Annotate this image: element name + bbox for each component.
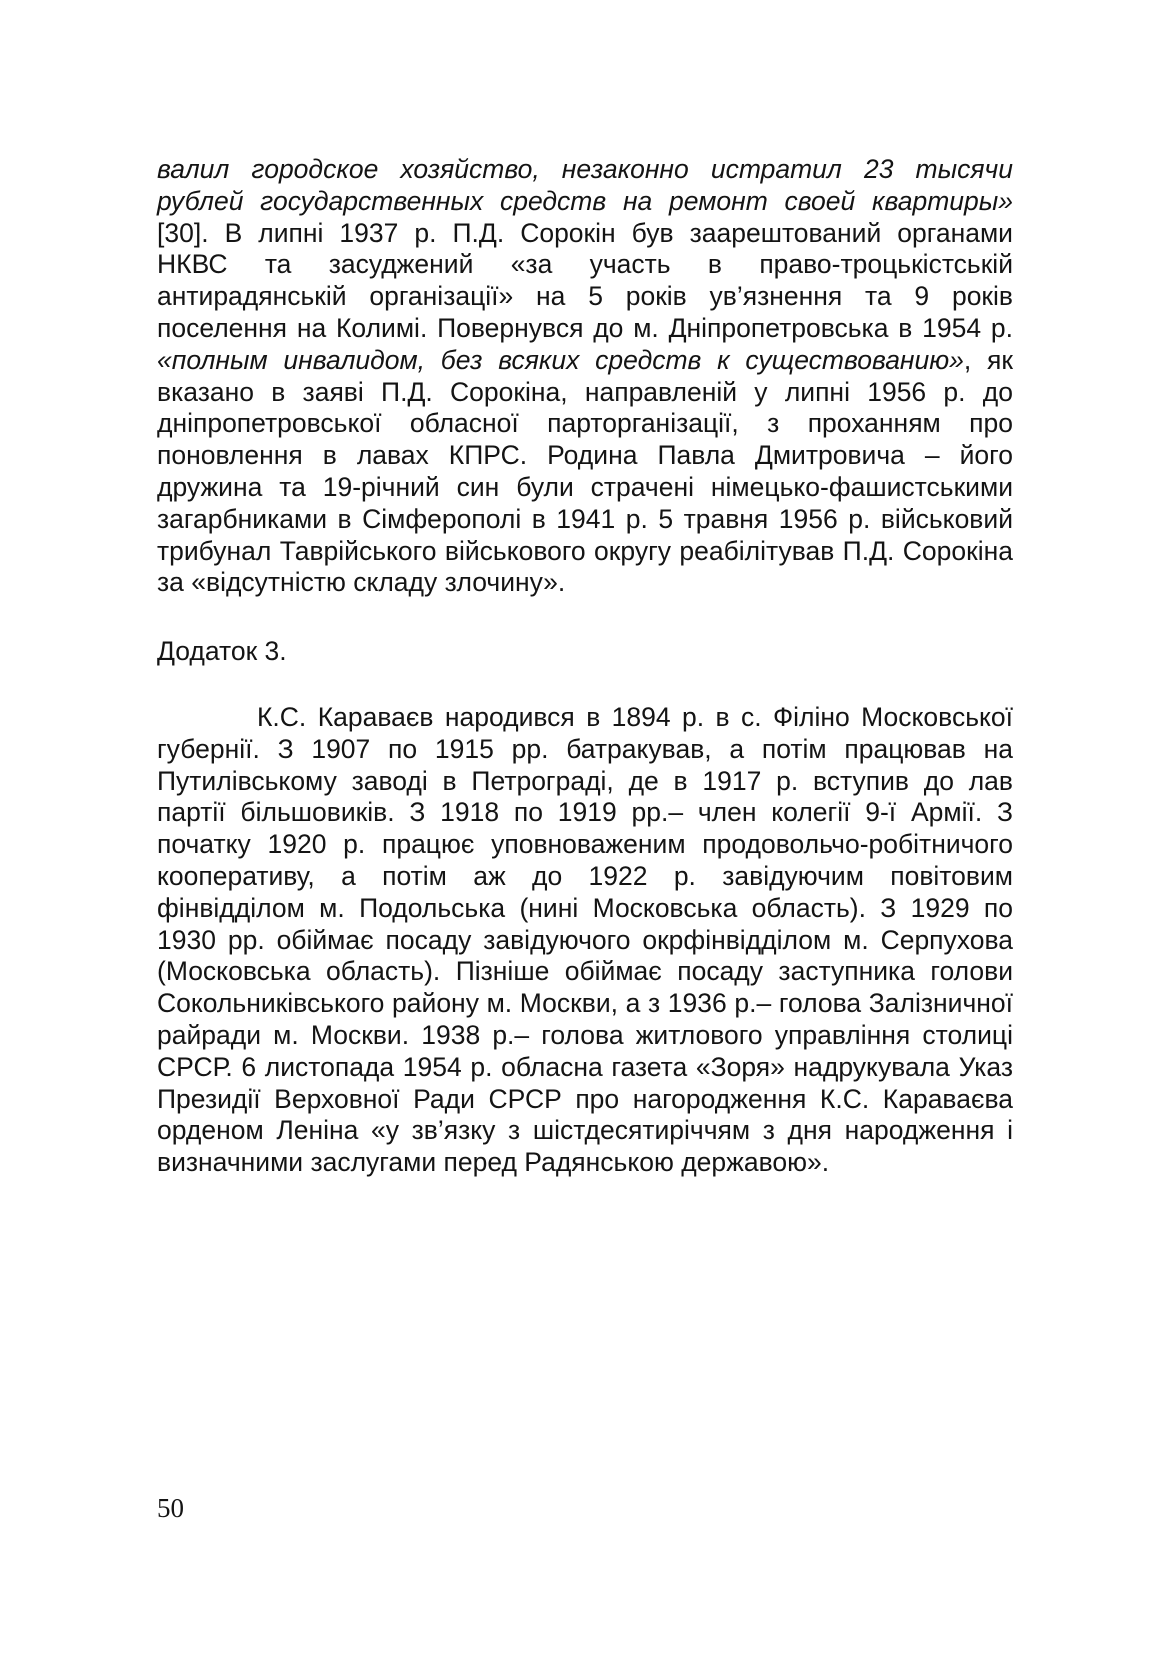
paragraph-1-text-a: [30]. В липні 1937 р. П.Д. Сорокін був заарештований органами НКВС та засуджений «за участь в право-троцькістській антирадянській організації» на 5 років ув’язнення та 9 років поселення на Колимі. Повернувся до м. Дніпропетровська в 1954 р. xyxy=(157,217,1013,343)
paragraph-1-text-b: , як вказано в заяві П.Д. Сорокіна, направленій у липні 1956 р. до дніпропетровської обласної парторганізації, з проханням про поновлення в лавах КПРС. Родина Павла Дмитровича – його дружина та 19-річний син були страчені німецько-фашистськими загарбниками в Сімферополі в 1941 р. 5 травня 1956 р. військовий трибунал Таврійського військового округу реабілітував П.Д. Сорокіна за «відсутністю складу злочину». xyxy=(157,344,1013,598)
appendix-heading: Додаток 3. xyxy=(157,636,287,666)
quote-russian-2: «полным инвалидом, без всяких средств к существованию» xyxy=(157,344,964,375)
body-paragraph-2: К.С. Караваєв народився в 1894 р. в с. Філіно Московської губернії. З 1907 по 1915 рр. батракував, а потім працював на Путилівському заводі в Петрограді, де в 1917 р. вступив до лав партії більшовиків. З 1918 по 1919 рр.– член колегії 9-ї Армії. З початку 1920 р. працює уповноваженим продовольчо-робітничого кооперативу, а потім аж до 1922 р. завідуючим повітовим фінвідділом м. Подольська (нині Московська область). З 1929 по 1930 рр. обіймає посаду завідуючого окрфінвідділом м. Серпухова (Московська область). Пізніше обіймає посаду заступника голови Сокольниківського району м. Москви, а з 1936 р.– голова Залізничної райради м. Москви. 1938 р.– голова житлового управління столиці СРСР. 6 листопада 1954 р. обласна газета «Зоря» надрукувала Указ Президії Верховної Ради СРСР про нагородження К.С. Караваєва орденом Леніна «у зв’язку з шістдесятиріччям з дня народження і визначними заслугами перед Радянською державою». xyxy=(157,702,1013,1178)
body-paragraph-1 xyxy=(157,154,1013,599)
quote-russian-1: валил городское хозяйство, незаконно истратил 23 тысячи рублей государственных средств на ремонт своей квартиры» xyxy=(157,154,1013,216)
page-number: 50 xyxy=(157,1493,184,1523)
